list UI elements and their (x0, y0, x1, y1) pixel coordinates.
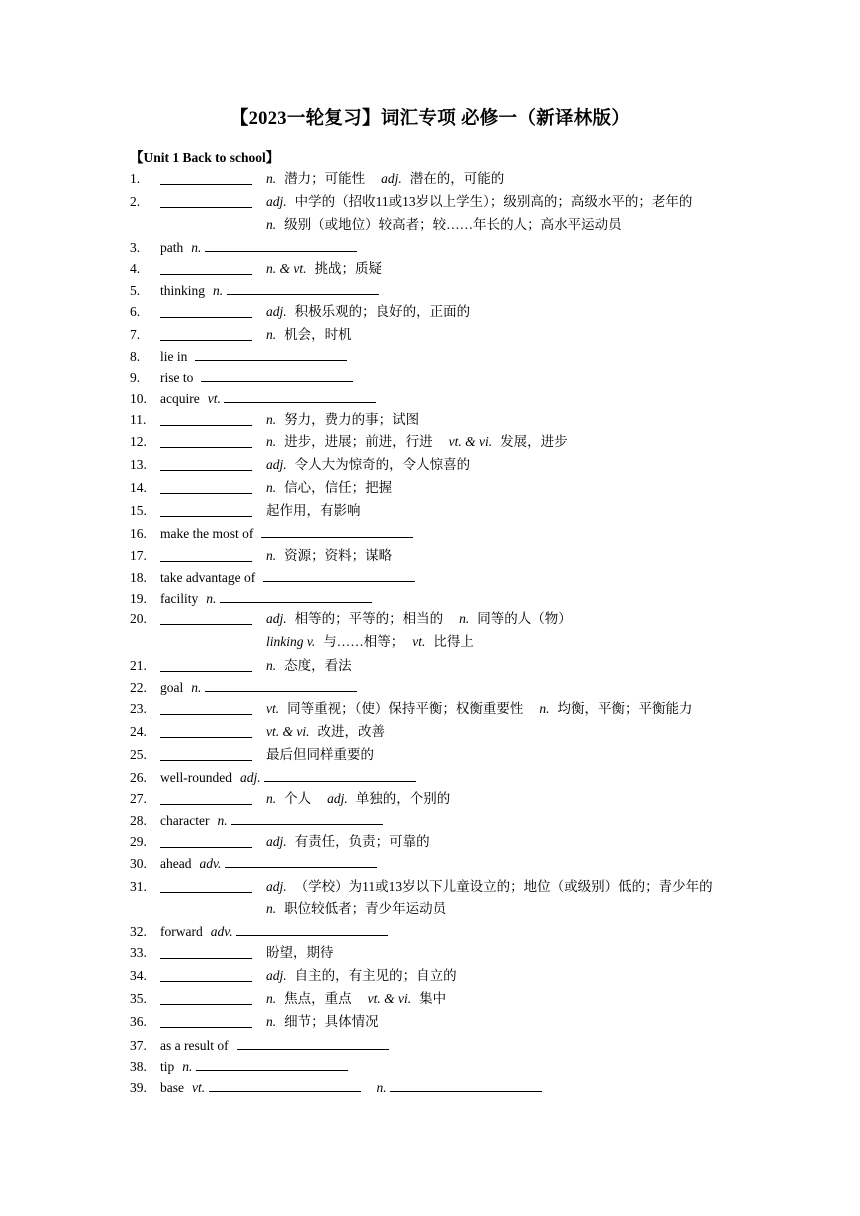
definition (266, 898, 446, 920)
answer-blank[interactable] (160, 804, 252, 805)
part-of-speech: vt. (192, 1080, 206, 1095)
definition (266, 988, 446, 1010)
part-of-speech: vt. & vi. (448, 434, 493, 449)
answer-blank[interactable] (209, 1077, 361, 1092)
list-item (0, 831, 860, 853)
list-item (0, 721, 860, 743)
answer-blank[interactable] (261, 523, 413, 538)
meaning: 中学的（招收11或13岁以上学生）；级别高的；高级水平的；老年的 (294, 194, 693, 209)
item-number: 12. (130, 434, 147, 449)
part-of-speech: adj. (266, 968, 287, 983)
term: ahead (160, 856, 192, 871)
term: well-rounded (160, 770, 232, 785)
list-item (0, 1011, 860, 1033)
part-of-speech: n. (191, 240, 202, 255)
item-number: 38. (130, 1059, 147, 1074)
item-number: 28. (130, 813, 147, 828)
list-item-continuation (0, 898, 860, 920)
part-of-speech: adj. (266, 304, 287, 319)
part-of-speech: n. (376, 1080, 387, 1095)
meaning: 级别（或地位）较高者；较……年长的人；高水平运动员 (284, 217, 622, 232)
term-text (160, 853, 377, 875)
part-of-speech: n. (266, 217, 277, 232)
answer-blank[interactable] (160, 892, 252, 893)
answer-blank[interactable] (160, 340, 252, 341)
answer-blank[interactable] (227, 280, 379, 295)
list-item (0, 168, 860, 190)
meaning: 同等的人（物） (477, 611, 572, 626)
part-of-speech: n. (266, 991, 277, 1006)
definition (266, 545, 392, 567)
term: facility (160, 591, 199, 606)
definition (266, 454, 470, 476)
part-of-speech: vt. (412, 634, 426, 649)
meaning: 盼望，期待 (266, 945, 334, 960)
answer-blank[interactable] (160, 737, 252, 738)
meaning: 自主的，有主见的；自立的 (294, 968, 457, 983)
list-item (0, 655, 860, 677)
item-number: 22. (130, 680, 147, 695)
meaning: 发展，进步 (500, 434, 568, 449)
item-number: 27. (130, 791, 147, 806)
list-item-continuation (0, 214, 860, 236)
list-item (0, 744, 860, 766)
term-text (160, 523, 413, 545)
term: thinking (160, 283, 206, 298)
item-number: 14. (130, 480, 147, 495)
part-of-speech: adj. (266, 194, 287, 209)
answer-blank[interactable] (160, 714, 252, 715)
part-of-speech: linking v. (266, 634, 316, 649)
item-number: 37. (130, 1038, 147, 1053)
list-item (0, 921, 860, 943)
list-item (0, 588, 860, 610)
answer-blank[interactable] (205, 677, 357, 692)
answer-blank[interactable] (160, 958, 252, 959)
term-text (160, 367, 353, 389)
meaning: 机会，时机 (284, 327, 352, 342)
item-number: 23. (130, 701, 147, 716)
definition (266, 1011, 379, 1033)
list-item (0, 431, 860, 453)
list-item (0, 698, 860, 720)
term: character (160, 813, 210, 828)
term: as a result of (160, 1038, 229, 1053)
part-of-speech: n. (266, 658, 277, 673)
meaning: 细节；具体情况 (284, 1014, 379, 1029)
meaning: 态度，看法 (284, 658, 352, 673)
definition (266, 631, 474, 653)
meaning: 努力，费力的事；试图 (284, 412, 420, 427)
list-item (0, 237, 860, 259)
term-text (160, 1077, 542, 1099)
answer-blank[interactable] (263, 567, 415, 582)
definition (266, 965, 457, 987)
item-number: 20. (130, 611, 147, 626)
answer-blank[interactable] (160, 847, 252, 848)
answer-blank[interactable] (160, 561, 252, 562)
part-of-speech: n. (266, 901, 277, 916)
part-of-speech: n. (539, 701, 550, 716)
item-number: 35. (130, 991, 147, 1006)
term-text (160, 677, 357, 699)
item-number: 39. (130, 1080, 147, 1095)
answer-blank[interactable] (160, 624, 252, 625)
item-number: 24. (130, 724, 147, 739)
item-number: 30. (130, 856, 147, 871)
list-item (0, 191, 860, 213)
list-item (0, 454, 860, 476)
answer-blank[interactable] (160, 981, 252, 982)
term: lie in (160, 349, 188, 364)
item-number: 7. (130, 327, 141, 342)
part-of-speech: adv. (210, 924, 233, 939)
list-item (0, 988, 860, 1010)
definition (266, 698, 693, 720)
meaning: 个人 (284, 791, 312, 806)
list-item (0, 545, 860, 567)
term: base (160, 1080, 184, 1095)
meaning: 令人大为惊奇的，令人惊喜的 (294, 457, 471, 472)
definition (266, 409, 419, 431)
part-of-speech: n. (266, 412, 277, 427)
list-item (0, 965, 860, 987)
definition (266, 744, 374, 766)
definition (266, 608, 572, 630)
list-item (0, 346, 860, 368)
list-item (0, 324, 860, 346)
item-number: 17. (130, 548, 147, 563)
meaning: 进步，进展；前进，行进 (284, 434, 433, 449)
term-text (160, 588, 372, 610)
part-of-speech: n. (266, 480, 277, 495)
answer-blank[interactable] (160, 1004, 252, 1005)
part-of-speech: adj. (327, 791, 348, 806)
term-text (160, 810, 383, 832)
term: acquire (160, 391, 200, 406)
answer-blank[interactable] (195, 346, 347, 361)
item-number: 31. (130, 879, 147, 894)
part-of-speech: adj. (266, 611, 287, 626)
term: path (160, 240, 184, 255)
answer-blank[interactable] (160, 516, 252, 517)
list-item (0, 280, 860, 302)
meaning: 信心，信任；把握 (284, 480, 393, 495)
list-item (0, 409, 860, 431)
definition (266, 788, 450, 810)
list-item-continuation (0, 631, 860, 653)
term-text (160, 280, 379, 302)
part-of-speech: adj. (266, 879, 287, 894)
part-of-speech: n. (266, 548, 277, 563)
item-number: 10. (130, 391, 147, 406)
term-text (160, 1056, 348, 1078)
part-of-speech: n. (191, 680, 202, 695)
answer-blank[interactable] (390, 1077, 542, 1092)
answer-blank[interactable] (236, 921, 388, 936)
meaning: 职位较低者；青少年运动员 (284, 901, 447, 916)
answer-blank[interactable] (220, 588, 372, 603)
list-item (0, 477, 860, 499)
item-number: 9. (130, 370, 141, 385)
definition (266, 477, 392, 499)
term-text (160, 921, 388, 943)
item-number: 19. (130, 591, 147, 606)
meaning: 潜力；可能性 (284, 171, 366, 186)
term: goal (160, 680, 184, 695)
answer-blank[interactable] (201, 367, 353, 382)
item-number: 18. (130, 570, 147, 585)
answer-blank[interactable] (160, 447, 252, 448)
answer-blank[interactable] (160, 207, 252, 208)
item-number: 15. (130, 503, 147, 518)
answer-blank[interactable] (160, 425, 252, 426)
part-of-speech: vt. & vi. (266, 724, 310, 739)
meaning: 同等重视；（使）保持平衡；权衡重要性 (287, 701, 524, 716)
unit-heading: 【Unit 1 Back to school】 (130, 150, 280, 165)
answer-blank[interactable] (160, 1027, 252, 1028)
part-of-speech: adj. (381, 171, 402, 186)
definition (266, 876, 713, 898)
item-number: 13. (130, 457, 147, 472)
answer-blank[interactable] (231, 810, 383, 825)
meaning: 最后但同样重要的 (266, 747, 374, 762)
item-number: 26. (130, 770, 147, 785)
meaning: 改进，改善 (317, 724, 385, 739)
meaning: 潜在的，可能的 (409, 171, 505, 186)
meaning: 资源；资料；谋略 (284, 548, 393, 563)
part-of-speech: n. & vt. (266, 261, 307, 276)
part-of-speech: n. (266, 327, 277, 342)
item-number: 8. (130, 349, 141, 364)
part-of-speech: vt. (266, 701, 280, 716)
term: rise to (160, 370, 194, 385)
definition (266, 191, 692, 213)
part-of-speech: n. (213, 283, 224, 298)
part-of-speech: adj. (239, 770, 261, 785)
part-of-speech: n. (266, 434, 277, 449)
definition (266, 721, 385, 743)
list-item (0, 500, 860, 522)
answer-blank[interactable] (160, 184, 252, 185)
answer-blank[interactable] (160, 317, 252, 318)
item-number: 36. (130, 1014, 147, 1029)
item-number: 25. (130, 747, 147, 762)
item-number: 32. (130, 924, 147, 939)
list-item (0, 810, 860, 832)
part-of-speech: adj. (266, 834, 287, 849)
part-of-speech: n. (459, 611, 470, 626)
meaning: 焦点，重点 (284, 991, 352, 1006)
part-of-speech: adv. (199, 856, 222, 871)
list-item (0, 1035, 860, 1057)
answer-blank[interactable] (160, 470, 252, 471)
item-number: 2. (130, 194, 141, 209)
item-number: 1. (130, 171, 141, 186)
part-of-speech: n. (217, 813, 228, 828)
part-of-speech: vt. & vi. (367, 991, 412, 1006)
definition (266, 942, 334, 964)
list-item (0, 301, 860, 323)
meaning: 比得上 (433, 634, 474, 649)
term: tip (160, 1059, 175, 1074)
list-item (0, 367, 860, 389)
item-number: 3. (130, 240, 141, 255)
term-text (160, 1035, 389, 1057)
list-item (0, 567, 860, 589)
answer-blank[interactable] (225, 853, 377, 868)
item-number: 21. (130, 658, 147, 673)
term: take advantage of (160, 570, 256, 585)
term: forward (160, 924, 203, 939)
answer-blank[interactable] (205, 237, 357, 252)
item-number: 29. (130, 834, 147, 849)
definition (266, 214, 622, 236)
list-item (0, 1056, 860, 1078)
definition (266, 301, 470, 323)
definition (266, 324, 352, 346)
meaning: （学校）为11或13岁以下儿童设立的；地位（或级别）低的；青少年的 (294, 879, 713, 894)
item-number: 16. (130, 526, 147, 541)
term-text (160, 567, 415, 589)
meaning: 起作用，有影响 (266, 503, 361, 518)
part-of-speech: n. (206, 591, 217, 606)
part-of-speech: adj. (266, 457, 287, 472)
list-item (0, 942, 860, 964)
term: make the most of (160, 526, 254, 541)
answer-blank[interactable] (160, 274, 252, 275)
item-number: 4. (130, 261, 141, 276)
meaning: 均衡，平衡；平衡能力 (557, 701, 693, 716)
term-text (160, 388, 376, 410)
item-number: 33. (130, 945, 147, 960)
definition (266, 431, 568, 453)
list-item (0, 258, 860, 280)
part-of-speech: n. (182, 1059, 193, 1074)
definition (266, 655, 352, 677)
definition (266, 500, 361, 522)
answer-blank[interactable] (237, 1035, 389, 1050)
part-of-speech: n. (266, 1014, 277, 1029)
term-text (160, 237, 357, 259)
meaning: 单独的，个别的 (355, 791, 451, 806)
meaning: 积极乐观的；良好的，正面的 (294, 304, 471, 319)
meaning: 与……相等； (323, 634, 405, 649)
answer-blank[interactable] (224, 388, 376, 403)
item-number: 34. (130, 968, 147, 983)
answer-blank[interactable] (160, 671, 252, 672)
definition (266, 258, 382, 280)
answer-blank[interactable] (160, 493, 252, 494)
meaning: 有责任，负责；可靠的 (294, 834, 430, 849)
part-of-speech: vt. (207, 391, 221, 406)
list-item (0, 876, 860, 898)
term-text (160, 767, 416, 789)
answer-blank[interactable] (264, 767, 416, 782)
part-of-speech: n. (266, 791, 277, 806)
term-text (160, 346, 347, 368)
page-title: 【2023一轮复习】词汇专项 必修一（新译林版） (229, 109, 631, 129)
list-item (0, 523, 860, 545)
item-number: 5. (130, 283, 141, 298)
answer-blank[interactable] (160, 760, 252, 761)
list-item (0, 853, 860, 875)
list-item (0, 388, 860, 410)
meaning: 挑战；质疑 (314, 261, 382, 276)
list-item (0, 767, 860, 789)
item-number: 11. (130, 412, 147, 427)
part-of-speech: n. (266, 171, 277, 186)
answer-blank[interactable] (196, 1056, 348, 1071)
list-item (0, 608, 860, 630)
item-number: 6. (130, 304, 141, 319)
definition (266, 831, 430, 853)
meaning: 相等的；平等的；相当的 (294, 611, 444, 626)
meaning: 集中 (419, 991, 447, 1006)
list-item (0, 1077, 860, 1099)
definition (266, 168, 504, 190)
list-item (0, 677, 860, 699)
list-item (0, 788, 860, 810)
